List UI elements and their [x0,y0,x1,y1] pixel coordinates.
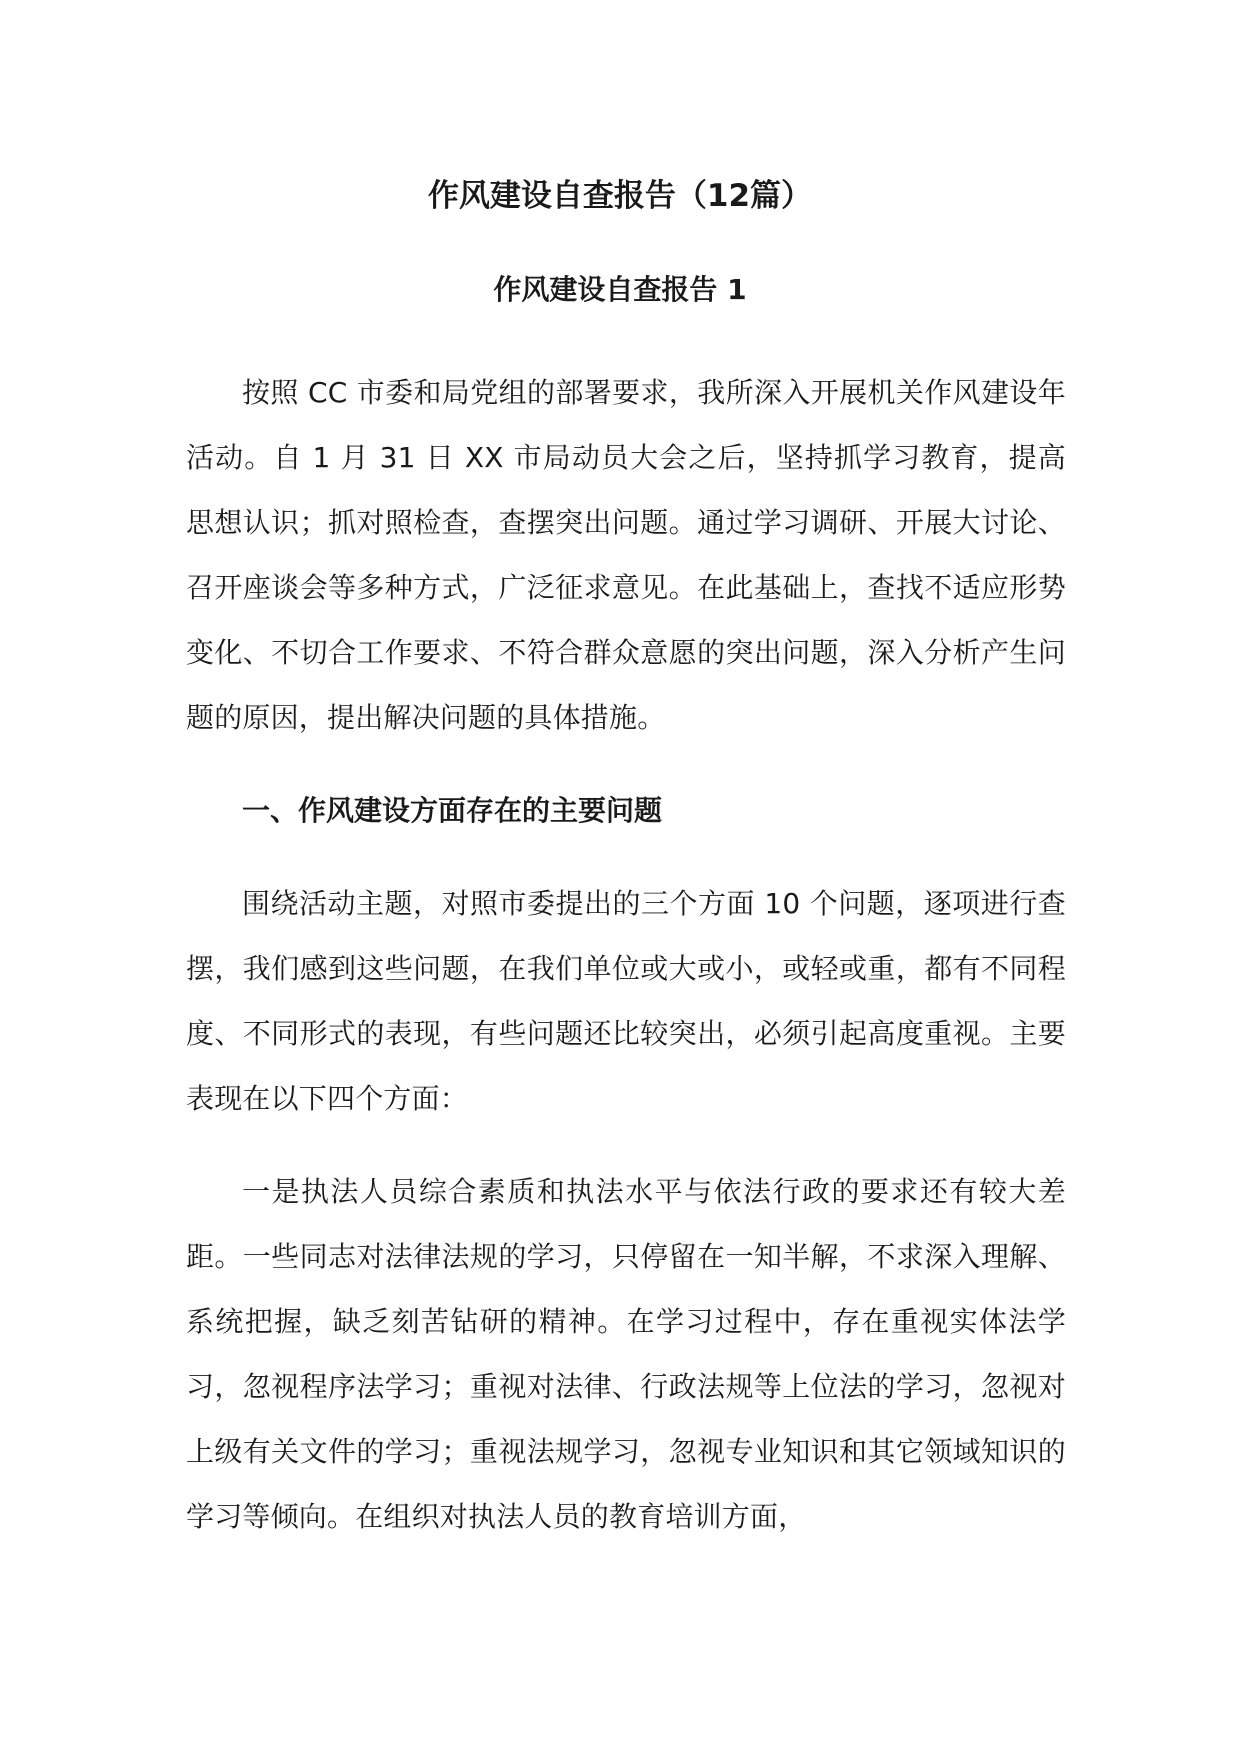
paragraph-point-one: 一是执法人员综合素质和执法水平与依法行政的要求还有较大差距。一些同志对法律法规的学习，只停留在一知半解，不求深入理解、系统把握，缺乏刻苦钻研的精神。在学习过程中，存在重视实体法学习，忽视程序法学习；重视对法律、行政法规等上位法的学习，忽视对上级有关文件的学习；重视法规学习，忽视专业知识和其它领域知识的学习等倾向。在组织对执法人员的教育培训方面， [186,1175,1066,1533]
report-subtitle: 作风建设自查报告 1 [493,273,747,306]
section-heading: 一、作风建设方面存在的主要问题 [242,794,663,827]
document-body [186,360,1066,1577]
document-title: 作风建设自查报告（12篇） [427,178,813,214]
paragraph-intro: 按照 CC 市委和局党组的部署要求，我所深入开展机关作风建设年活动。自 1 月 31 日 XX 市局动员大会之后，坚持抓学习教育，提高思想认识；抓对照检查，查摆突出问题。通过学习调研、开展大讨论、召开座谈会等多种方式，广泛征求意见。在此基础上，查找不适应形势变化、不切合工作要求、不符合群众意愿的突出问题，深入分析产生问题的原因，提出解决问题的具体措施。 [186,376,1066,734]
paragraph-overview: 围绕活动主题，对照市委提出的三个方面 10 个问题，逐项进行查摆，我们感到这些问题，在我们单位或大或小，或轻或重，都有不同程度、不同形式的表现，有些问题还比较突出，必须引起高度重视。主要表现在以下四个方面： [186,887,1066,1115]
